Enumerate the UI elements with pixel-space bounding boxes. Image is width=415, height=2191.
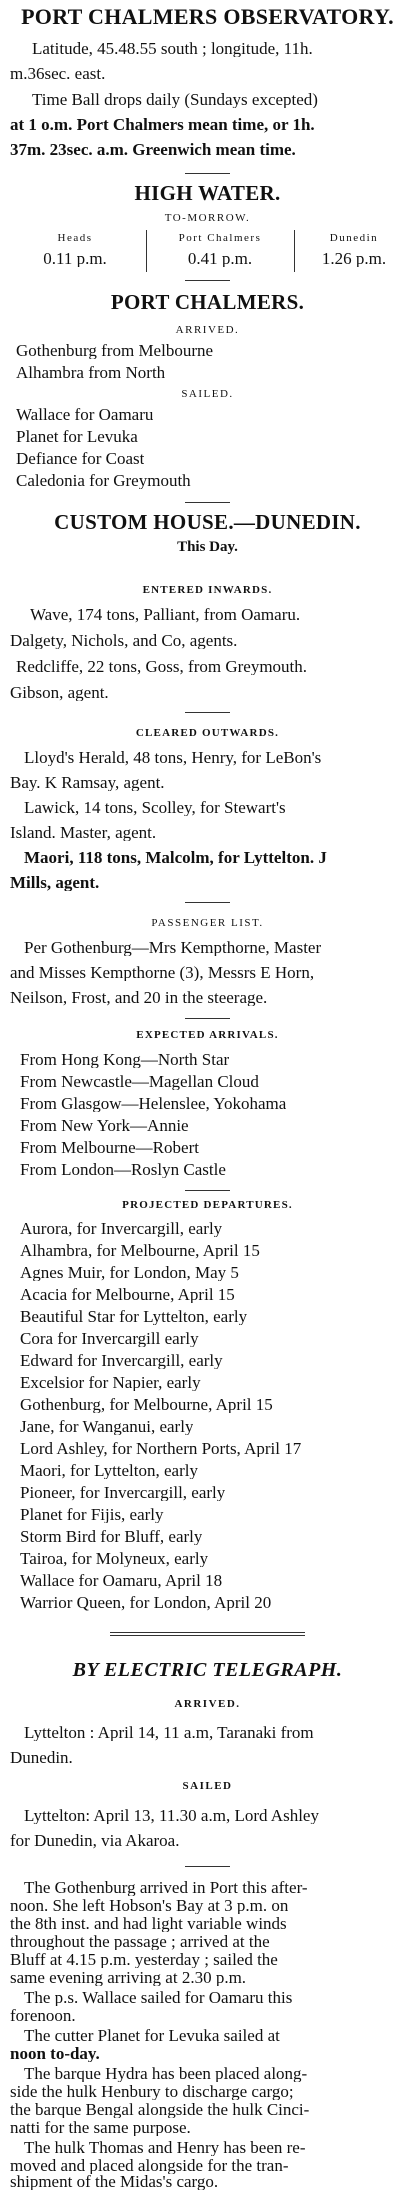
expected-line: From Melbourne—Robert: [20, 1139, 199, 1156]
departure-line: Warrior Queen, for London, April 20: [20, 1594, 272, 1611]
news-line: the barque Bengal alongside the hulk Cinci-: [10, 2101, 310, 2118]
news-line: The Gothenburg arrived in Port this after-: [24, 1879, 308, 1896]
expected-line: From London—Roslyn Castle: [20, 1161, 226, 1178]
expected-label: EXPECTED ARRIVALS.: [136, 1030, 279, 1041]
port-chalmers-title: PORT CHALMERS.: [110, 292, 305, 313]
cleared-line: Island. Master, agent.: [10, 824, 157, 841]
arrival-item: Alhambra from North: [16, 364, 166, 381]
entered-line: Wave, 174 tons, Palliant, from Oamaru.: [30, 606, 301, 623]
custom-house-subtitle: This Day.: [177, 540, 238, 555]
telegraph-title: BY ELECTRIC TELEGRAPH.: [72, 1660, 343, 1680]
news-line: The hulk Thomas and Henry has been re-: [24, 2139, 306, 2156]
cleared-line: Maori, 118 tons, Malcolm, for Lyttelton. J: [24, 849, 327, 866]
news-line: The cutter Planet for Levuka sailed at: [24, 2027, 280, 2044]
divider: [185, 1190, 230, 1191]
observatory-line: Latitude, 45.48.55 south ; longitude, 11h.: [32, 40, 313, 57]
departure-line: Planet for Fijis, early: [20, 1506, 164, 1523]
news-line: The barque Hydra has been placed along-: [24, 2065, 308, 2082]
dunedin-label: Dunedin: [329, 233, 379, 244]
sailing-item: Planet for Levuka: [16, 428, 138, 445]
passenger-label: PASSENGER LIST.: [151, 918, 264, 929]
news-line: moved and placed alongside for the tran-: [10, 2157, 289, 2174]
news-line: side the hulk Henbury to discharge cargo;: [10, 2083, 294, 2100]
news-line: Bluff at 4.15 p.m. yesterday ; sailed the: [10, 1951, 278, 1968]
telegraph-sailed-line: for Dunedin, via Akaroa.: [10, 1832, 180, 1849]
departure-line: Cora for Invercargill early: [20, 1330, 199, 1347]
departure-line: Lord Ashley, for Northern Ports, April 17: [20, 1440, 302, 1457]
departure-line: Gothenburg, for Melbourne, April 15: [20, 1396, 273, 1413]
high-water-title: HIGH WATER.: [134, 183, 281, 204]
news-line: natti for the same purpose.: [10, 2119, 191, 2136]
expected-line: From Glasgow—Helenslee, Yokohama: [20, 1095, 287, 1112]
departure-line: Beautiful Star for Lyttelton, early: [20, 1308, 248, 1325]
divider: [185, 1866, 230, 1867]
heads-time: 0.11 p.m.: [43, 250, 107, 267]
expected-line: From Hong Kong—North Star: [20, 1051, 230, 1068]
telegraph-arrived-line: Dunedin.: [10, 1749, 73, 1766]
news-line: throughout the passage ; arrived at the: [10, 1933, 270, 1950]
cleared-line: Lawick, 14 tons, Scolley, for Stewart's: [24, 799, 286, 816]
divider: [185, 1018, 230, 1019]
departure-line: Maori, for Lyttelton, early: [20, 1462, 198, 1479]
dunedin-time: 1.26 p.m.: [321, 250, 387, 267]
departure-line: Wallace for Oamaru, April 18: [20, 1572, 223, 1589]
divider: [185, 280, 230, 281]
arrival-item: Gothenburg from Melbourne: [16, 342, 214, 359]
cleared-label: CLEARED OUTWARDS.: [135, 728, 280, 739]
custom-house-title: CUSTOM HOUSE.—DUNEDIN.: [54, 512, 361, 533]
observatory-line: at 1 o.m. Port Chalmers mean time, or 1h.: [10, 116, 315, 133]
port-chalmers-label: Port Chalmers: [178, 233, 262, 244]
column-divider: [146, 230, 147, 272]
divider: [185, 902, 230, 903]
observatory-line: Time Ball drops daily (Sundays excepted): [32, 91, 318, 108]
departure-line: Agnes Muir, for London, May 5: [20, 1264, 239, 1281]
departure-line: Alhambra, for Melbourne, April 15: [20, 1242, 260, 1259]
passenger-line: and Misses Kempthorne (3), Messrs E Horn,: [10, 964, 315, 981]
departure-line: Acacia for Melbourne, April 15: [20, 1286, 235, 1303]
observatory-line: m.36sec. east.: [10, 65, 106, 82]
departure-line: Aurora, for Invercargill, early: [20, 1220, 223, 1237]
entered-line: Redcliffe, 22 tons, Goss, from Greymouth.: [16, 658, 308, 675]
sailing-item: Caledonia for Greymouth: [16, 472, 191, 489]
news-line: The p.s. Wallace sailed for Oamaru this: [24, 1989, 293, 2006]
news-line: forenoon.: [10, 2007, 76, 2024]
departure-line: Storm Bird for Bluff, early: [20, 1528, 203, 1545]
expected-line: From Newcastle—Magellan Cloud: [20, 1073, 259, 1090]
expected-line: From New York—Annie: [20, 1117, 189, 1134]
divider: [110, 1635, 305, 1636]
divider: [185, 173, 230, 174]
sailed-label: SAILED.: [181, 389, 234, 400]
port-chalmers-time: 0.41 p.m.: [187, 250, 253, 267]
telegraph-arrived-line: Lyttelton : April 14, 11 a.m, Taranaki from: [24, 1724, 314, 1741]
entered-label: ENTERED INWARDS.: [142, 585, 273, 596]
entered-line: Gibson, agent.: [10, 684, 109, 701]
news-line: the 8th inst. and had light variable winds: [10, 1915, 287, 1932]
telegraph-sailed-label: SAILED: [182, 1781, 233, 1792]
heads-label: Heads: [57, 233, 93, 244]
passenger-line: Per Gothenburg—Mrs Kempthorne, Master: [24, 939, 322, 956]
departure-line: Excelsior for Napier, early: [20, 1374, 201, 1391]
news-line: same evening arriving at 2.30 p.m.: [10, 1969, 247, 1986]
high-water-subtitle: TO-MORROW.: [164, 213, 251, 224]
news-line: noon. She left Hobson's Bay at 3 p.m. on: [10, 1897, 289, 1914]
departure-line: Pioneer, for Invercargill, early: [20, 1484, 226, 1501]
cleared-line: Bay. K Ramsay, agent.: [10, 774, 165, 791]
cleared-line: Lloyd's Herald, 48 tons, Henry, for LeBon's: [24, 749, 322, 766]
entered-line: Dalgety, Nichols, and Co, agents.: [10, 632, 238, 649]
departure-line: Edward for Invercargill, early: [20, 1352, 223, 1369]
departures-label: PROJECTED DEPARTURES.: [122, 1200, 293, 1211]
observatory-title: PORT CHALMERS OBSERVATORY.: [21, 6, 394, 28]
passenger-line: Neilson, Frost, and 20 in the steerage.: [10, 989, 268, 1006]
arrived-label: ARRIVED.: [175, 325, 240, 336]
sailing-item: Wallace for Oamaru: [16, 406, 154, 423]
divider: [110, 1632, 305, 1633]
telegraph-arrived-label: ARRIVED.: [174, 1699, 241, 1710]
observatory-line: 37m. 23sec. a.m. Greenwich mean time.: [10, 141, 296, 158]
divider: [185, 712, 230, 713]
sailing-item: Defiance for Coast: [16, 450, 145, 467]
news-line: noon to-day.: [10, 2045, 100, 2062]
telegraph-sailed-line: Lyttelton: April 13, 11.30 a.m, Lord Ashley: [24, 1807, 319, 1824]
column-divider: [294, 230, 295, 272]
cleared-line: Mills, agent.: [10, 874, 100, 891]
departure-line: Tairoa, for Molyneux, early: [20, 1550, 209, 1567]
departure-line: Jane, for Wanganui, early: [20, 1418, 194, 1435]
divider: [185, 502, 230, 503]
news-line: shipment of the Midas's cargo.: [10, 2173, 219, 2190]
